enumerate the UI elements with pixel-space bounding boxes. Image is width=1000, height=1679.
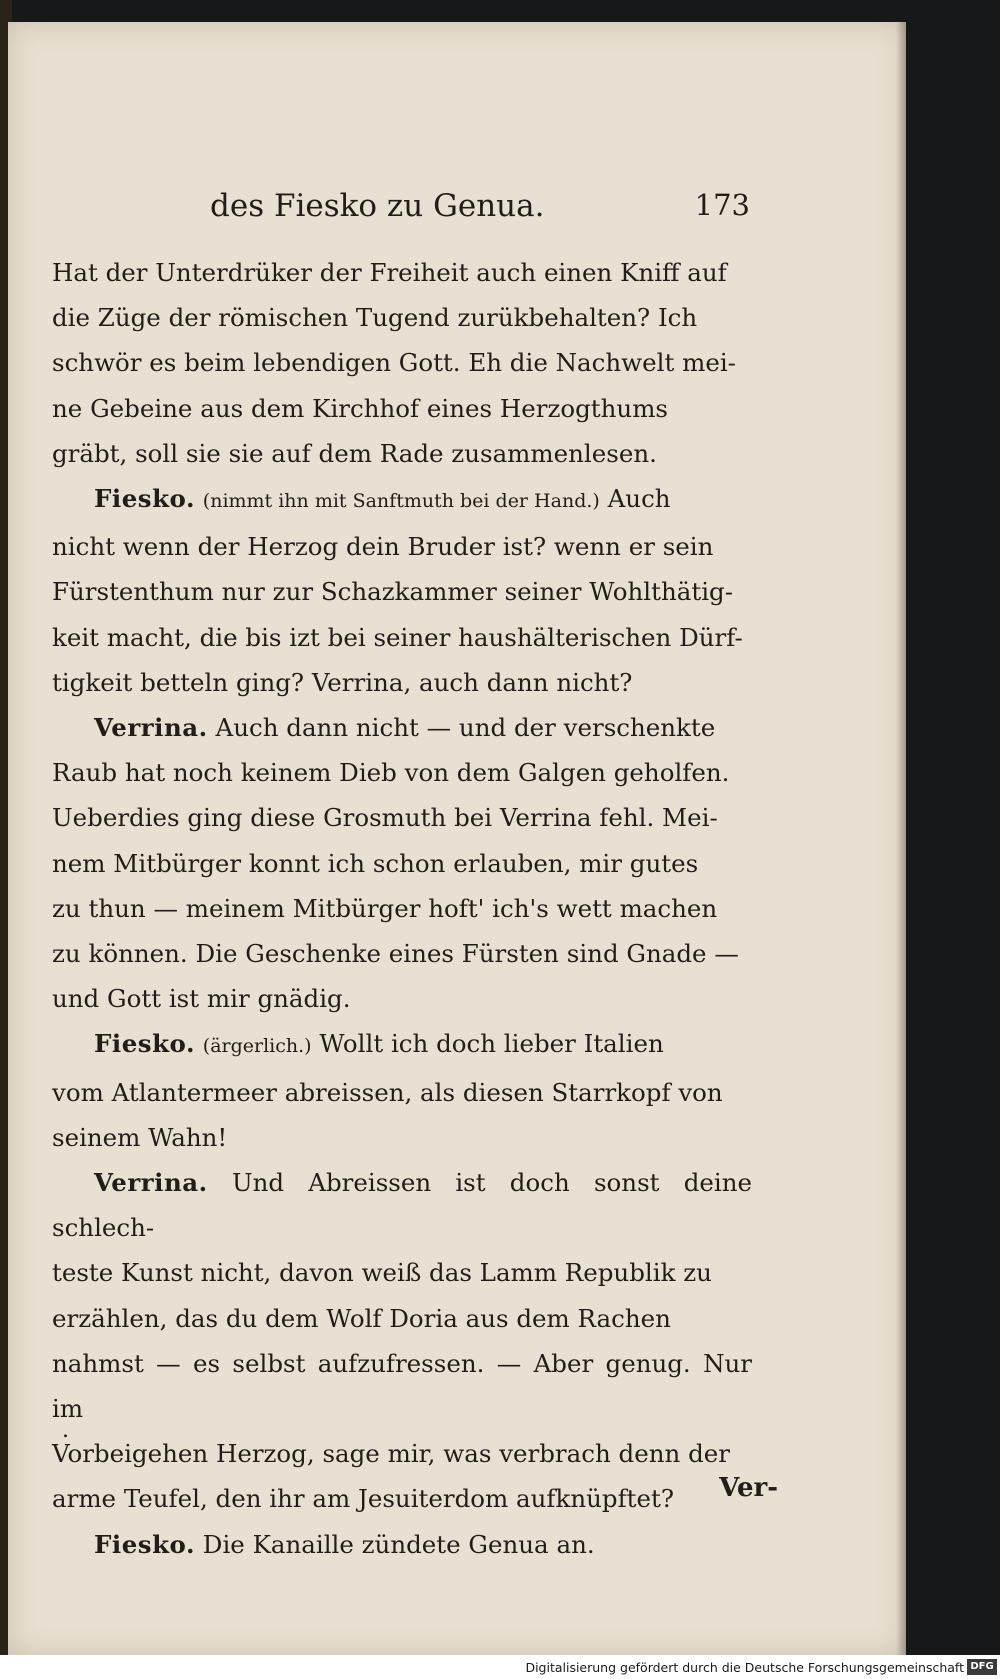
line-text: seinem Wahn!	[52, 1122, 228, 1152]
line-text: tigkeit betteln ging? Verrina, auch dann nicht?	[52, 667, 633, 697]
line-text: erzählen, das du dem Wolf Doria aus dem Rachen	[52, 1303, 671, 1333]
speaker-name: Fiesko.	[94, 484, 195, 514]
text-line	[52, 476, 752, 524]
text-line	[52, 1296, 752, 1341]
line-text: Auch	[607, 484, 671, 514]
text-line	[52, 1341, 752, 1431]
line-text: Ueberdies ging diese Grosmuth bei Verrina fehl. Mei-	[52, 803, 718, 833]
line-text: nem Mitbürger konnt ich schon erlauben, mir gutes	[52, 848, 699, 878]
line-text: Vorbeigehen Herzog, sage mir, was verbrach denn der	[52, 1439, 730, 1469]
funding-credit: Digitalisierung gefördert durch die Deutsche Forschungsgemeinschaft	[525, 1660, 964, 1675]
line-text: ne Gebeine aus dem Kirchhof eines Herzogthums	[52, 393, 669, 423]
catchword: Ver-	[719, 1473, 778, 1503]
line-text: Raub hat noch keinem Dieb von dem Galgen geholfen.	[52, 758, 730, 788]
stage-direction: (ärgerlich.)	[202, 1035, 312, 1058]
speaker-name: Verrina.	[94, 1168, 208, 1198]
speaker-name: Fiesko.	[94, 1029, 195, 1059]
text-line	[52, 1476, 752, 1521]
text-line	[52, 1522, 752, 1567]
page-header	[210, 188, 750, 240]
line-text: zu können. Die Geschenke eines Fürsten sind Gnade —	[52, 939, 739, 969]
line-text: Auch dann nicht — und der verschenkte	[215, 713, 716, 743]
text-line	[52, 615, 752, 660]
line-text: und Gott ist mir gnädig.	[52, 984, 351, 1014]
text-line	[52, 386, 752, 431]
line-text: nicht wenn der Herzog dein Bruder ist? wenn er sein	[52, 532, 714, 562]
line-text: die Züge der römischen Tugend zurükbehalten? Ich	[52, 303, 698, 333]
text-line	[52, 1250, 752, 1295]
text-line	[52, 705, 752, 750]
text-line	[52, 1070, 752, 1115]
page-number: 173	[694, 188, 750, 222]
text-line	[52, 1115, 752, 1160]
line-text: zu thun — meinem Mitbürger hoft' ich's wett machen	[52, 893, 718, 923]
text-line	[52, 431, 752, 476]
text-line	[52, 976, 752, 1021]
text-line	[52, 660, 752, 705]
text-line	[52, 569, 752, 614]
line-text: Hat der Unterdrüker der Freiheit auch einen Kniff auf	[52, 258, 727, 287]
running-title: des Fiesko zu Genua.	[210, 188, 545, 224]
text-line	[52, 795, 752, 840]
line-text: teste Kunst nicht, davon weiß das Lamm Republik zu	[52, 1258, 712, 1288]
text-line	[52, 524, 752, 569]
text-line	[52, 295, 752, 340]
speaker-name: Verrina.	[94, 713, 208, 743]
text-line	[52, 886, 752, 931]
text-line	[52, 931, 752, 976]
line-text: Die Kanaille zündete Genua an.	[202, 1529, 595, 1559]
text-line	[52, 841, 752, 886]
line-text: gräbt, soll sie sie auf dem Rade zusammenlesen.	[52, 438, 657, 468]
text-line	[52, 1431, 752, 1476]
line-text: arme Teufel, den ihr am Jesuiterdom aufknüpftet?	[52, 1484, 674, 1514]
line-text: vom Atlantermeer abreissen, als diesen Starrkopf von	[52, 1077, 723, 1107]
text-body	[52, 250, 752, 1567]
line-text: nahmst — es selbst aufzufressen. — Aber genug. Nur im	[52, 1348, 752, 1424]
line-text: Fürstenthum nur zur Schazkammer seiner Wohlthätig-	[52, 577, 734, 607]
stage-direction: (nimmt ihn mit Sanftmuth bei der Hand.)	[202, 490, 600, 513]
footer	[0, 1655, 1000, 1679]
margin-mark: .	[62, 1418, 69, 1443]
line-text: Und Abreissen ist doch sonst deine schlech-	[52, 1168, 753, 1243]
text-line	[52, 1021, 752, 1069]
line-text: Wollt ich doch lieber Italien	[319, 1029, 664, 1059]
text-line	[52, 340, 752, 385]
line-text: keit macht, die bis izt bei seiner haushälterischen Dürf-	[52, 622, 743, 652]
dfg-logo: DFG	[967, 1659, 997, 1675]
speaker-name: Fiesko.	[94, 1529, 195, 1559]
text-line	[52, 750, 752, 795]
line-text: schwör es beim lebendigen Gott. Eh die Nachwelt mei-	[52, 348, 736, 378]
text-line	[52, 1160, 752, 1250]
text-line	[52, 250, 752, 295]
